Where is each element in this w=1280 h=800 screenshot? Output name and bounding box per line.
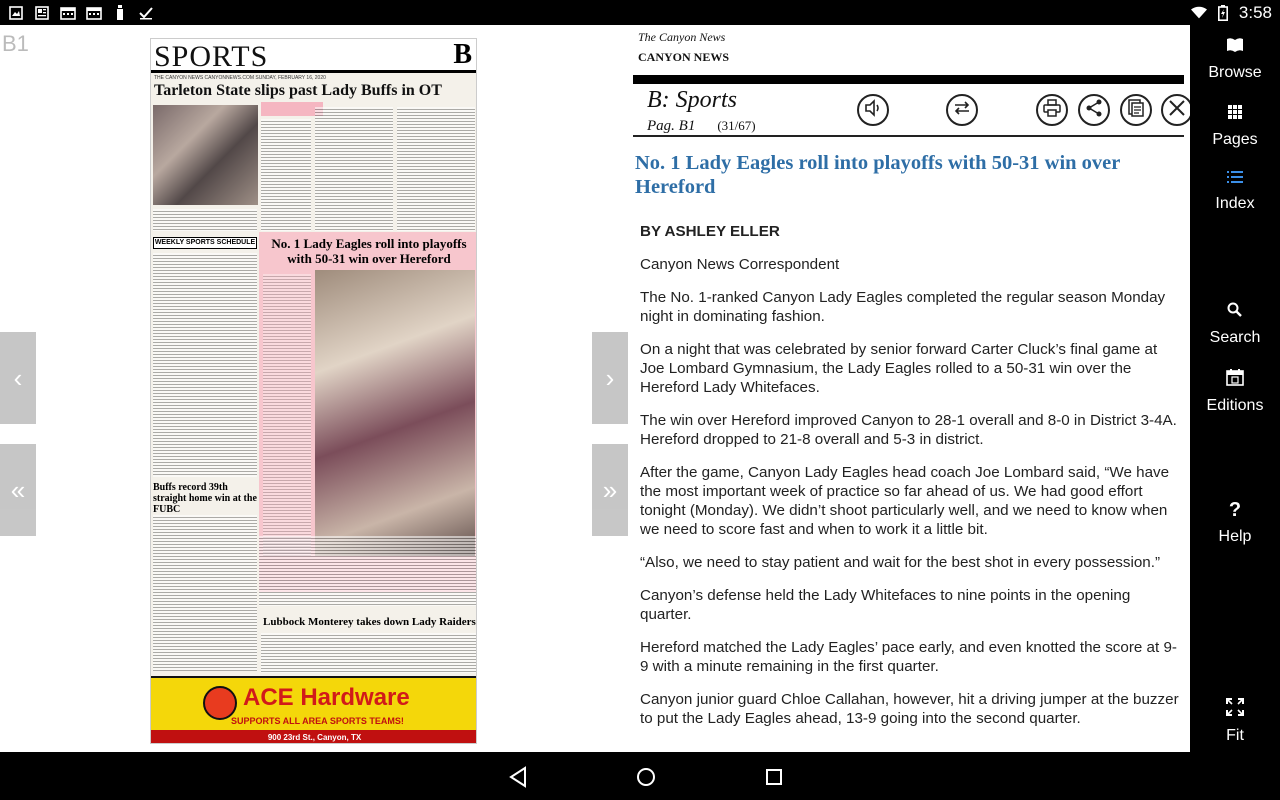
battery-icon [1215,5,1231,21]
newspaper-page[interactable] [150,38,477,744]
article-paragraph: The win over Hereford improved Canyon to 28-1 overall and 8-0 in District 3-4A. Hereford dropped to 21-8 overall and 5-3 in district. [640,412,1177,448]
sidebar-label: Search [1209,329,1261,346]
dateline: THE CANYON NEWS CANYONNEWS.COM SUNDAY, FEBRUARY 16, 2020 [154,75,326,81]
double-chevron-left-icon: « [10,474,26,505]
swap-view-button[interactable] [946,94,978,126]
sidebar-label: Pages [1212,131,1258,148]
article-paragraph: Canyon’s defense held the Lady Whitefaces to nine points in the opening quarter. [640,587,1131,623]
caption [153,209,257,231]
status-bar [0,0,1280,25]
chevron-left-icon: ‹ [13,362,23,393]
print-icon [1042,98,1062,123]
article-page: Pag. B1 [647,118,696,134]
article-paragraph: Canyon junior guard Chloe Callahan, however, hit a driving jumper at the buzzer to put the Lady Eagles ahead, 13-9 going into the second quarter. [640,691,1179,727]
double-chevron-right-icon: » [602,474,618,505]
logo-top: The Canyon News [638,30,726,44]
sidebar-label: Editions [1206,397,1264,414]
section-title: SPORTS [154,40,269,73]
print-button[interactable] [1036,94,1068,126]
headline-main[interactable]: Tarleton State slips past Lady Buffs in OT [154,82,442,99]
masthead [151,39,476,73]
copy-text-button[interactable] [1120,94,1152,126]
photo-basketball-2 [315,270,475,556]
swap-icon [952,98,972,123]
back-button[interactable] [507,766,529,788]
calendar-icon [60,5,76,21]
reader-area [0,25,1190,752]
audio-button[interactable] [857,94,889,126]
help-icon: ? [1228,499,1242,521]
article-paragraph: Hereford matched the Lady Eagles’ pace early, and even knotted the score at 9-9 with a minute remaining in the first quarter. [640,639,1177,675]
ad-tagline: SUPPORTS ALL AREA SPORTS TEAMS! [231,716,404,726]
next-page-button[interactable] [592,444,628,536]
article-panel [633,25,1190,752]
side-menu [1190,25,1280,752]
photo-basketball-1 [153,105,258,205]
text-column [153,515,257,671]
close-article-button[interactable] [1161,94,1190,126]
text-column [261,633,477,673]
list-icon [1227,170,1243,189]
sidebar-item-pages[interactable] [1190,104,1280,149]
article-body [640,222,1182,742]
calendar-icon [86,5,102,21]
sidebar-item-browse[interactable] [1190,37,1280,82]
ad-logo [203,686,237,720]
share-button[interactable] [1078,94,1110,126]
headline-bottom[interactable]: Lubbock Monterey takes down Lady Raiders [263,616,476,628]
article-paragraph: Canyon News Correspondent [640,256,840,273]
logo-bottom: CANYON NEWS [638,50,730,64]
article-headline: No. 1 Lady Eagles roll into playoffs with 50-31 win over Hereford [635,152,1121,198]
article-paragraph: On a night that was celebrated by senior forward Carter Cluck’s final game at Joe Lombard Gymnasium, the Lady Eagles rolled to a 50-31 win over the Hereford Lady Whitefaces. [640,341,1158,396]
headline-feature: No. 1 Lady Eagles roll into playoffs with 50-31 win over Hereford [271,236,467,266]
article-section: B: Sports [647,87,737,113]
sidebar-item-fit[interactable] [1190,698,1280,745]
prev-article-button[interactable] [0,332,36,424]
search-icon [1227,302,1243,323]
copy-icon [1126,98,1146,123]
text-column [263,274,311,556]
article-paragraph: “Also, we need to stay patient and wait for the best shot in every possession.” [640,554,1161,571]
bottle-icon [112,5,128,21]
sidebar-item-help[interactable] [1190,499,1280,546]
publication-logo [638,30,729,65]
text-column [259,536,477,606]
system-nav-bar [0,752,1280,800]
news-icon [34,5,50,21]
recents-button[interactable] [763,766,785,788]
sidebar-item-editions[interactable] [1190,368,1280,415]
grid-icon [1227,104,1243,125]
sidebar-item-search[interactable] [1190,302,1280,347]
sidebar-label: Help [1218,528,1252,545]
text-column [261,119,311,231]
sidebar-label: Browse [1208,64,1262,81]
schedule-list [153,253,257,477]
article-paragraph: After the game, Canyon Lady Eagles head coach Joe Lombard said, “We have the most important week of practice so far ahead of us. We had good effort tonight (Monday). We didn’t shoot particularly well, and we need to know when we need to score fast and when to work it a little bit. [640,464,1170,538]
image-icon [8,5,24,21]
next-article-button[interactable] [592,332,628,424]
text-column [315,107,393,231]
sidebar-label: Index [1215,195,1255,212]
check-icon [138,5,154,21]
prev-page-button[interactable] [0,444,36,536]
page-label: B1 [2,31,29,56]
sidebar-item-index[interactable] [1190,170,1280,213]
sidebar-label: Fit [1226,727,1244,744]
ad-address: 900 23rd St., Canyon, TX [151,730,477,744]
article-byline: BY ASHLEY ELLER [640,223,780,240]
headline-left[interactable]: Buffs record 39th straight home win at the FUBC [153,482,257,515]
header-rule [633,75,1184,84]
calendar-icon [1226,368,1244,391]
share-icon [1084,98,1104,123]
text-column [397,107,475,231]
byline-highlight [261,102,323,116]
close-icon [1167,98,1187,123]
article-count: (31/67) [717,118,756,133]
wifi-icon [1191,5,1207,21]
clock: 3:58 [1238,2,1272,22]
home-button[interactable] [635,766,657,788]
book-icon [1226,37,1244,58]
expand-icon [1226,698,1244,721]
article-page-info [647,118,756,135]
ace-hardware-ad[interactable] [151,676,477,744]
schedule-title: WEEKLY SPORTS SCHEDULE [153,237,257,249]
chevron-right-icon: › [605,362,615,393]
speaker-icon [863,98,883,123]
toolbar-rule [633,135,1184,137]
ad-brand: ACE Hardware [243,684,410,711]
article-paragraph: The No. 1-ranked Canyon Lady Eagles completed the regular season Monday night in dominating fashion. [640,289,1166,325]
section-letter: B [453,39,472,70]
